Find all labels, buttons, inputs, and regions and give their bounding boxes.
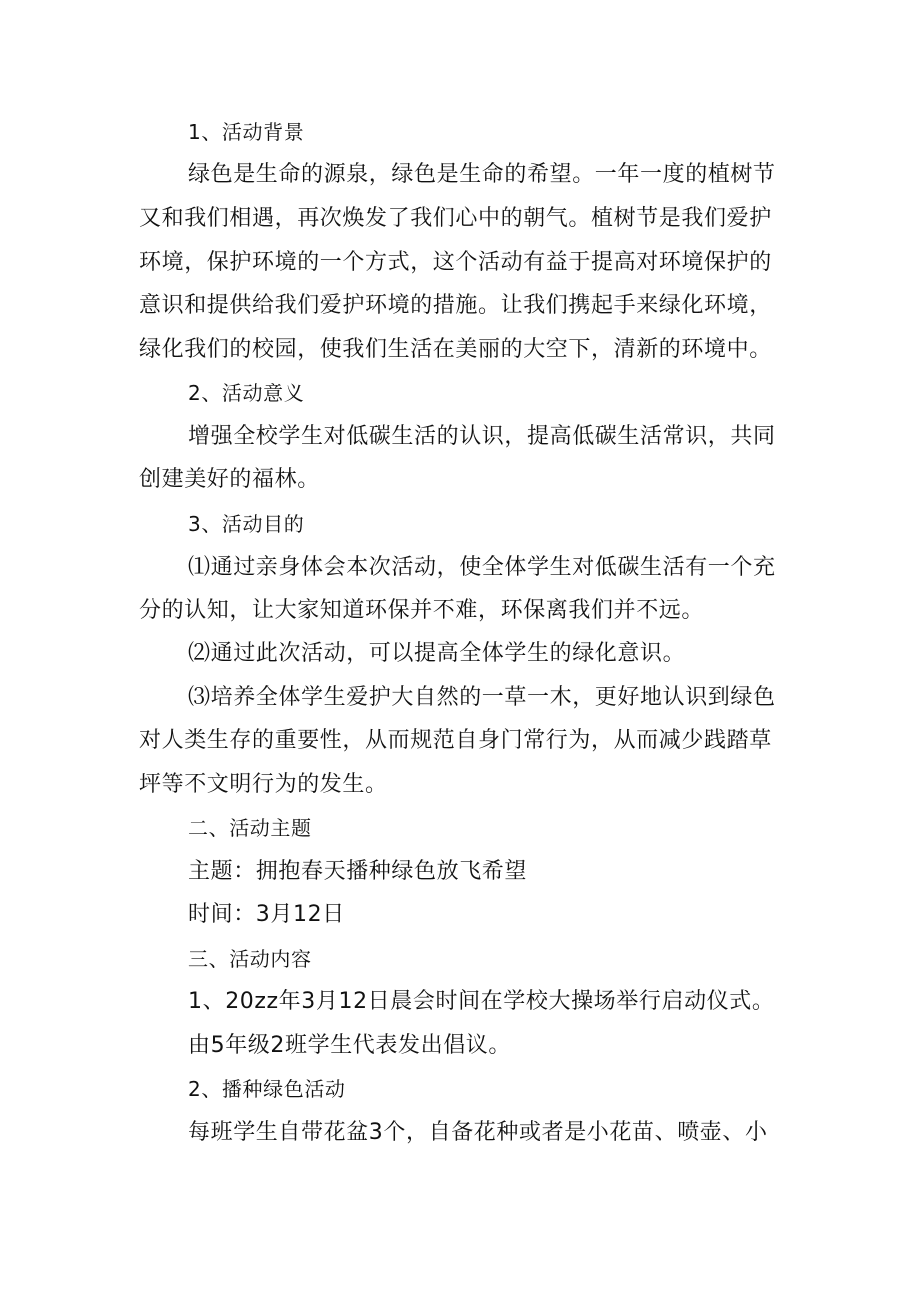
paragraph-line: 创建美好的福林。 (139, 467, 320, 492)
theme-line: 主题：拥抱春天播种绿色放飞希望 (188, 859, 528, 884)
paragraph-line: 又和我们相遇，再次焕发了我们心中的朝气。植树节是我们爱护 (139, 206, 772, 231)
list-item-line: 坪等不文明行为的发生。 (139, 772, 388, 797)
content-line: 由5年级2班学生代表发出倡议。 (188, 1033, 511, 1058)
date-line: 时间：3月12日 (188, 902, 345, 927)
list-item-line: 分的认知，让大家知道环保并不难，环保离我们并不远。 (139, 598, 705, 623)
paragraph-line: 增强全校学生对低碳生活的认识，提高低碳生活常识，共同 (188, 424, 776, 449)
paragraph-line: 绿色是生命的源泉，绿色是生命的希望。一年一度的植树节 (188, 162, 776, 187)
paragraph-line: 环境，保护环境的一个方式，这个活动有益于提高对环境保护的 (139, 250, 772, 275)
section-heading-background: 1、活动背景 (188, 120, 305, 144)
list-item-line: ⑴通过亲身体会本次活动，使全体学生对低碳生活有一个充 (188, 555, 776, 580)
section-heading-purpose: 3、活动目的 (188, 512, 305, 536)
list-item-line: ⑶培养全体学生爱护大自然的一草一木，更好地认识到绿色 (188, 685, 776, 710)
paragraph-line: 意识和提供给我们爱护环境的措施。让我们携起手来绿化环境， (139, 293, 772, 318)
list-item-line: ⑵通过此次活动，可以提高全体学生的绿化意识。 (188, 641, 686, 666)
content-subheading: 2、播种绿色活动 (188, 1077, 346, 1101)
section-heading-significance: 2、活动意义 (188, 381, 305, 405)
list-item-line: 对人类生存的重要性，从而规范自身门常行为，从而减少践踏草 (139, 728, 772, 753)
content-line: 每班学生自带花盆3个，自备花种或者是小花苗、喷壶、小 (188, 1120, 768, 1145)
content-line: 1、20zz年3月12日晨会时间在学校大操场举行启动仪式。 (188, 989, 775, 1014)
paragraph-line: 绿化我们的校园，使我们生活在美丽的大空下，清新的环境中。 (139, 337, 772, 362)
section-heading-content: 三、活动内容 (188, 947, 312, 971)
section-heading-theme: 二、活动主题 (188, 816, 312, 840)
